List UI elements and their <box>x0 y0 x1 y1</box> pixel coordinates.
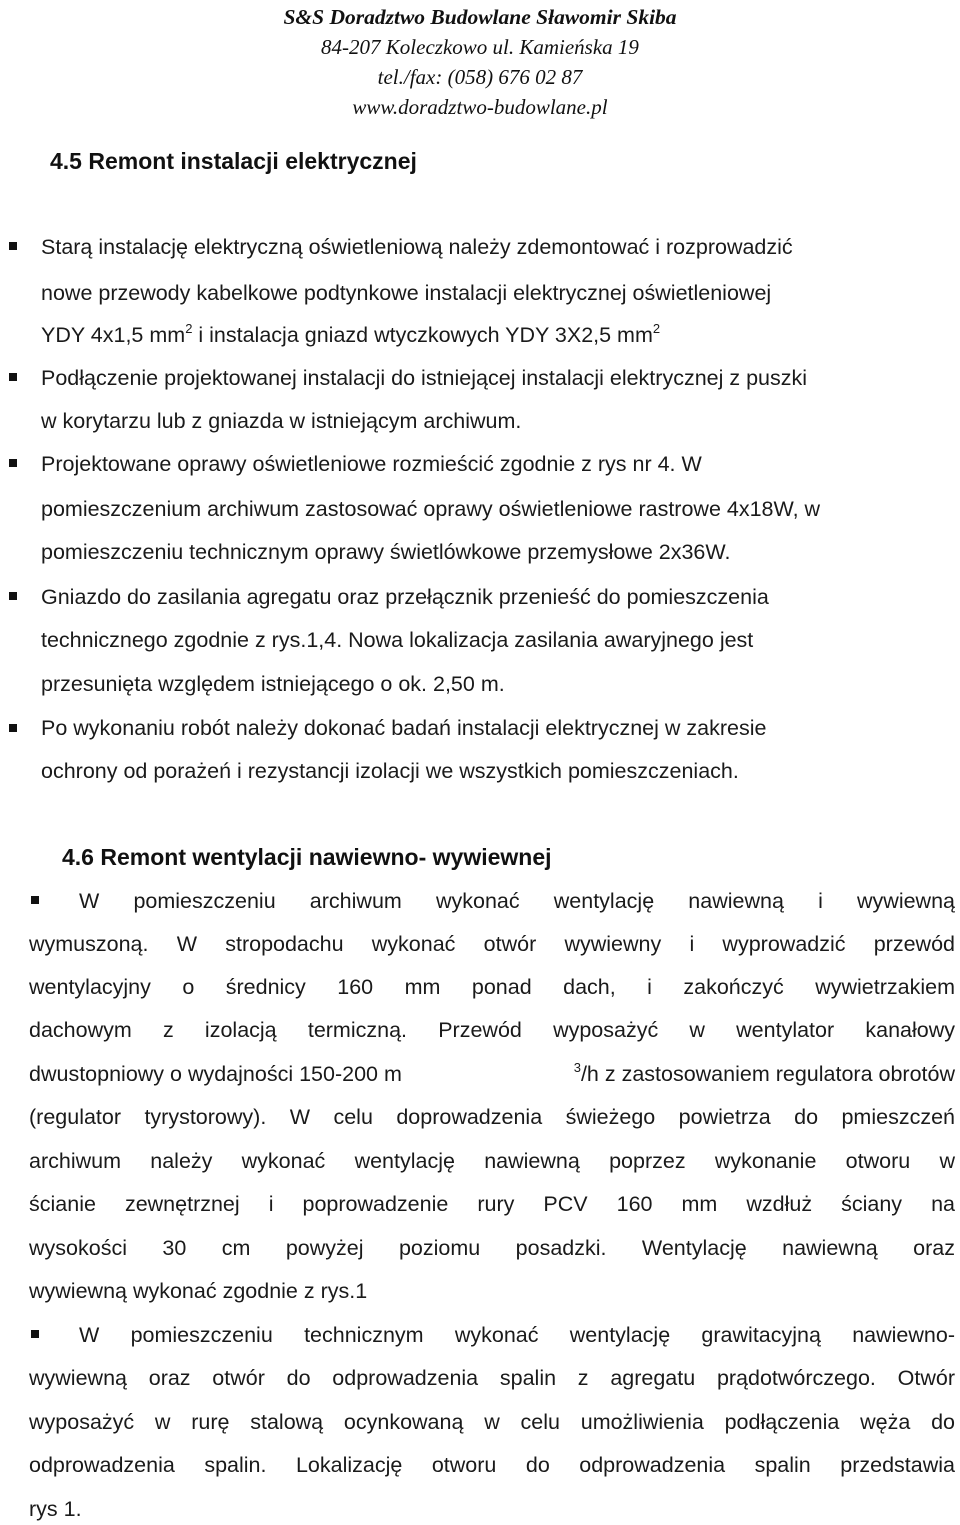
text-line <box>41 320 660 350</box>
bullet-square-icon <box>9 242 17 250</box>
text-span: /h z zastosowaniem regulatora obrotów <box>580 1062 955 1086</box>
text-line: odprowadzenia spalin. Lokalizację otworu do odprowadzenia spalin przedstawia <box>29 1453 955 1477</box>
text-line: (regulator tyrystorowy). W celu doprowadzenia świeżego powietrza do pmieszczeń <box>29 1105 955 1129</box>
bullet-square-icon <box>9 592 17 600</box>
superscript: 3 <box>573 1059 581 1075</box>
text-line: technicznego zgodnie z rys.1,4. Nowa lokalizacja zasilania awaryjnego jest <box>41 628 754 652</box>
section-title-4-5: 4.5 Remont instalacji elektrycznej <box>50 148 417 174</box>
text-line: rys 1. <box>29 1497 82 1521</box>
letterhead <box>0 2 960 122</box>
text-line: wyposażyć w rurę stalową ocynkowaną w celu umożliwienia podłączenia węża do <box>29 1410 955 1434</box>
text-span: dwustopniowy o wydajności 150-200 m <box>29 1062 402 1086</box>
bullet-square-icon <box>31 1330 39 1338</box>
bullet-square-icon <box>9 373 17 381</box>
text-line: wymuszoną. W stropodachu wykonać otwór wywiewny i wyprowadzić przewód <box>29 932 955 956</box>
text-line <box>29 1059 955 1089</box>
company-website: www.doradztwo-budowlane.pl <box>352 95 608 119</box>
text-line: Projektowane oprawy oświetleniowe rozmieścić zgodnie z rys nr 4. W <box>41 452 702 476</box>
text-line: Podłączenie projektowanej instalacji do istniejącej instalacji elektrycznej z puszki <box>41 366 808 390</box>
text-line: Po wykonaniu robót należy dokonać badań instalacji elektrycznej w zakresie <box>41 716 767 740</box>
text-line: Gniazdo do zasilania agregatu oraz przełącznik przenieść do pomieszczenia <box>41 585 769 609</box>
text-line: dachowym z izolacją termiczną. Przewód wyposażyć w wentylator kanałowy <box>29 1018 955 1042</box>
text-span: YDY 4x1,5 mm <box>41 323 186 347</box>
company-phone: tel./fax: (058) 676 02 87 <box>377 65 583 89</box>
text-line: pomieszczeniu technicznym oprawy świetlówkowe przemysłowe 2x36W. <box>41 540 731 564</box>
bullet-square-icon <box>31 896 39 904</box>
text-line: archiwum należy wykonać wentylację nawiewną poprzez wykonanie otworu w <box>29 1149 955 1173</box>
text-span <box>574 1059 955 1089</box>
text-line: wysokości 30 cm powyżej poziomu posadzki. Wentylację nawiewną oraz <box>29 1236 955 1260</box>
company-name: S&S Doradztwo Budowlane Sławomir Skiba <box>283 5 677 29</box>
text-line: ścianie zewnętrznej i poprowadzenie rury PCV 160 mm wzdłuż ściany na <box>29 1192 955 1216</box>
text-span: i instalacja gniazd wtyczkowych YDY 3X2,5 mm <box>192 323 653 347</box>
text-line: W pomieszczeniu technicznym wykonać wentylację grawitacyjną nawiewno- <box>79 1323 955 1347</box>
section-title-4-6: 4.6 Remont wentylacji nawiewno- wywiewnej <box>62 844 552 870</box>
text-line: w korytarzu lub z gniazda w istniejącym archiwum. <box>41 409 522 433</box>
text-line: wentylacyjny o średnicy 160 mm ponad dach, i zakończyć wywietrzakiem <box>29 975 955 999</box>
text-line: pomieszczenium archiwum zastosować oprawy oświetleniowe rastrowe 4x18W, w <box>41 497 821 521</box>
text-line: Starą instalację elektryczną oświetleniową należy zdemontować i rozprowadzić <box>41 235 793 259</box>
text-line: W pomieszczeniu archiwum wykonać wentylację nawiewną i wywiewną <box>79 889 955 913</box>
text-line: przesunięta względem istniejącego o ok. 2,50 m. <box>41 672 505 696</box>
text-line: ochrony od porażeń i rezystancji izolacji we wszystkich pomieszczeniach. <box>41 759 739 783</box>
text-line: wywiewną oraz otwór do odprowadzenia spalin z agregatu prądotwórczego. Otwór <box>29 1366 955 1390</box>
bullet-square-icon <box>9 459 17 467</box>
superscript: 2 <box>652 320 661 336</box>
text-line: wywiewną wykonać zgodnie z rys.1 <box>29 1279 368 1303</box>
bullet-square-icon <box>9 724 17 732</box>
text-line: nowe przewody kabelkowe podtynkowe instalacji elektrycznej oświetleniowej <box>41 281 772 305</box>
superscript: 2 <box>185 320 193 336</box>
company-address: 84-207 Koleczkowo ul. Kamieńska 19 <box>321 35 639 59</box>
